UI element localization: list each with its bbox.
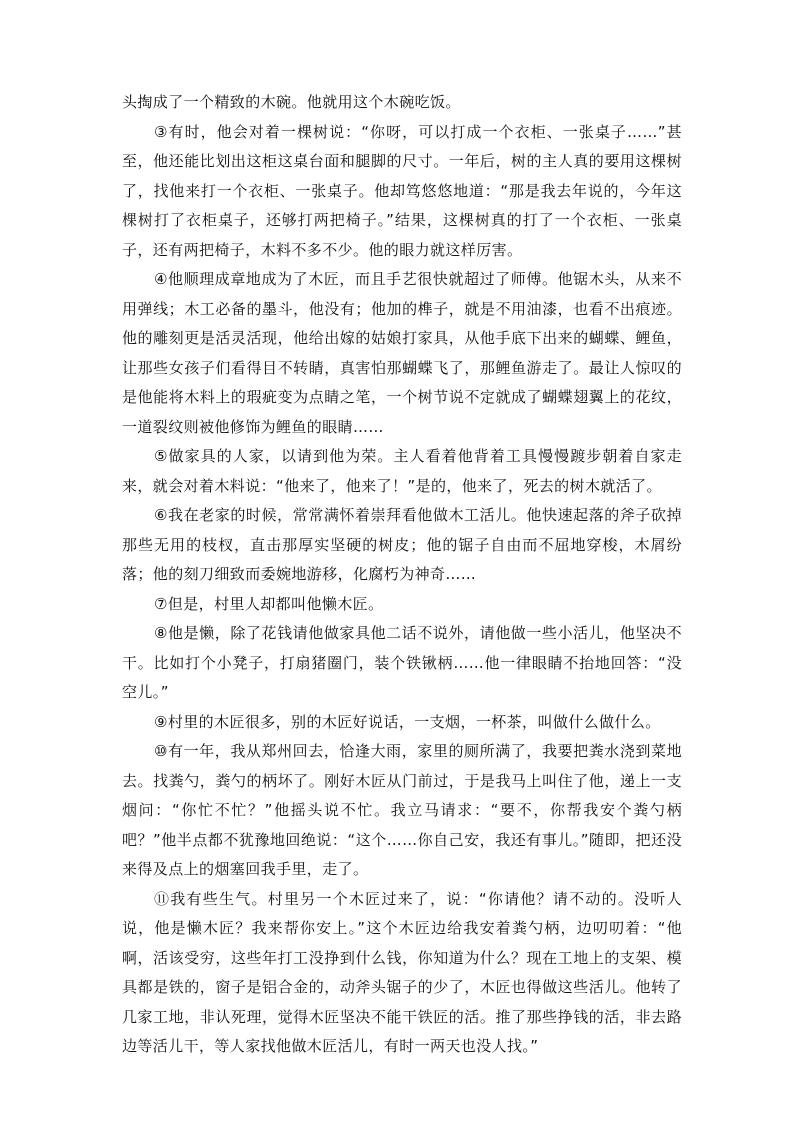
paragraph-9: ⑨村里的木匠很多，别的木匠好说话，一支烟，一杯茶，叫做什么做什么。 [154,712,661,731]
paragraph-11: ⑪我有些生气。村里另一个木匠过来了，说：“你请他？请不动的。没听人说，他是懒木匠？我来帮你安上。”这个木匠边给我安着粪勺柄，边叨叨着：“他啊，活该受穷，这些年打工没挣到什么钱，你知道为什么？现在工地上的支架、模具都是铁的，窗子是铝合金的，动斧头锯子的少了，木匠也得做这些活儿。他转了几家工地，非认死理，觉得木匠坚决不能干铁匠的活。推了那些挣钱的活，非去路边等活儿干，等人家找他做木匠活儿，有时一两天也没人找。” [122,889,682,1055]
article-body [122,88,682,1062]
paragraph-continuation: 头掏成了一个精致的木碗。他就用这个木碗吃饭。 [122,93,461,111]
paragraph-3: ③有时，他会对着一棵树说：“你呀，可以打成一个衣柜、一张桌子……”甚至，他还能比划出这柜这桌台面和腿脚的尺寸。一年后，树的主人真的要用这棵树了，找他来打一个衣柜、一张桌子。他却笃悠悠地道：“那是我去年说的，今年这棵树打了衣柜桌子，还够打两把椅子。”结果，这棵树真的打了一个衣柜、一张桌子，还有两把椅子，木料不多不少。他的眼力就这样厉害。 [122,122,682,259]
paragraph-4: ④他顺理成章地成为了木匠，而且手艺很快就超过了师傅。他锯木头，从来不用弹线；木工必备的墨斗，他没有；他加的榫子，就是不用油漆，也看不出痕迹。他的雕刻更是活灵活现，他给出嫁的姑娘打家具，从他手底下出来的蝴蝶、鲤鱼，让那些女孩子们看得目不转睛，真害怕那蝴蝶飞了，那鲤鱼游走了。最让人惊叹的是他能将木料上的瑕疵变为点睛之笔，一个树节说不定就成了蝴蝶翅翼上的花纹，一道裂纹则被他修饰为鲤鱼的眼睛…… [122,270,682,436]
paragraph-6: ⑥我在老家的时候，常常满怀着崇拜看他做木工活儿。他快速起落的斧子砍掉那些无用的枝杈，直击那厚实坚硬的树皮；他的锯子自由而不屈地穿梭，木屑纷落；他的刻刀细致而委婉地游移，化腐朽为神奇…… [122,506,682,583]
paragraph-7: ⑦但是，村里人却都叫他懒木匠。 [154,594,384,613]
paragraph-8: ⑧他是懒，除了花钱请他做家具他二话不说外，请他做一些小活儿，他坚决不干。比如打个小凳子，打扇猪圈门，装个铁锹柄……他一律眼睛不抬地回答：“没空儿。” [122,624,682,701]
paragraph-10: ⑩有一年，我从郑州回去，恰逢大雨，家里的厕所满了，我要把粪水浇到菜地去。找粪勺，粪勺的柄坏了。刚好木匠从门前过，于是我马上叫住了他，递上一支烟问：“你忙不忙？”他摇头说不忙。我立马请求：“要不，你帮我安个粪勺柄吧？”他半点都不犹豫地回绝说：“这个……你自己安，我还有事儿。”随即，把还没来得及点上的烟塞回我手里，走了。 [122,742,682,878]
paragraph-5: ⑤做家具的人家，以请到他为荣。主人看着他背着工具慢慢踱步朝着自家走来，就会对着木料说：“他来了，他来了！”是的，他来了，死去的树木就活了。 [122,447,682,495]
